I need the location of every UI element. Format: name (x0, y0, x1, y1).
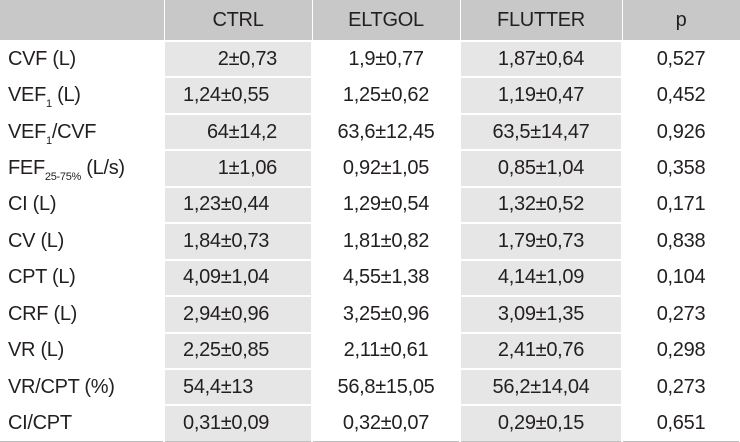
row-label-suffix: (L/s) (81, 157, 125, 180)
cell-flutter: 1,19±0,47 (460, 77, 622, 113)
cell-p: 0,452 (622, 77, 740, 113)
cell-flutter: 0,85±1,04 (460, 150, 622, 186)
row-label-subscript: 1 (46, 98, 52, 111)
cell-flutter: 2,41±0,76 (460, 333, 622, 369)
table-row (0, 333, 740, 369)
table-row (0, 369, 740, 405)
row-label (0, 296, 164, 332)
header-ctrl: CTRL (164, 0, 312, 41)
header-empty-cell (0, 0, 164, 41)
row-label-text: CI (L) (8, 193, 57, 216)
cell-eltgol: 2,11±0,61 (312, 333, 460, 369)
cell-flutter: 1,79±0,73 (460, 223, 622, 259)
row-label-text: VEF (8, 84, 46, 107)
table-row (0, 296, 740, 332)
row-label-text: CPT (L) (8, 266, 76, 289)
cell-eltgol: 0,92±1,05 (312, 150, 460, 186)
cell-eltgol: 1,9±0,77 (312, 41, 460, 77)
cell-eltgol: 1,29±0,54 (312, 187, 460, 223)
row-label-suffix: /CVF (51, 120, 97, 143)
table-row (0, 187, 740, 223)
row-label (0, 187, 164, 223)
cell-ctrl: 4,09±1,04 (164, 260, 312, 296)
row-label-text: CRF (L) (8, 302, 78, 325)
table-row (0, 260, 740, 296)
cell-eltgol: 0,32±0,07 (312, 405, 460, 441)
cell-eltgol: 3,25±0,96 (312, 296, 460, 332)
cell-ctrl: 1,84±0,73 (164, 223, 312, 259)
cell-p: 0,527 (622, 41, 740, 77)
cell-flutter: 0,29±0,15 (460, 405, 622, 441)
row-label-text: CV (L) (8, 229, 64, 252)
cell-flutter: 4,14±1,09 (460, 260, 622, 296)
cell-flutter: 63,5±14,47 (460, 114, 622, 150)
header-eltgol: ELTGOL (312, 0, 460, 41)
row-label (0, 114, 164, 150)
cell-p: 0,273 (622, 296, 740, 332)
table-body (0, 41, 740, 442)
table-row (0, 150, 740, 186)
row-label (0, 333, 164, 369)
row-label (0, 405, 164, 441)
row-label (0, 41, 164, 77)
cell-eltgol: 63,6±12,45 (312, 114, 460, 150)
row-label (0, 369, 164, 405)
cell-ctrl: 0,31±0,09 (164, 405, 312, 441)
cell-p: 0,838 (622, 223, 740, 259)
row-label (0, 260, 164, 296)
row-label (0, 77, 164, 113)
cell-ctrl: 2,25±0,85 (164, 333, 312, 369)
row-label-subscript: 25-75% (44, 171, 81, 184)
row-label-subscript: 1 (46, 134, 52, 147)
cell-eltgol: 1,25±0,62 (312, 77, 460, 113)
cell-ctrl: 1±1,06 (164, 150, 312, 186)
header-flutter: FLUTTER (460, 0, 622, 41)
row-label (0, 223, 164, 259)
cell-ctrl: 54,4±13 (164, 369, 312, 405)
table-row (0, 77, 740, 113)
row-label-text: FEF (8, 157, 45, 180)
cell-p: 0,273 (622, 369, 740, 405)
cell-ctrl: 1,23±0,44 (164, 187, 312, 223)
cell-eltgol: 4,55±1,38 (312, 260, 460, 296)
cell-flutter: 3,09±1,35 (460, 296, 622, 332)
cell-ctrl: 1,24±0,55 (164, 77, 312, 113)
row-label-text: CI/CPT (8, 412, 72, 435)
table-row (0, 114, 740, 150)
table-row (0, 223, 740, 259)
row-label-text: CVF (L) (8, 47, 76, 70)
cell-ctrl: 2,94±0,96 (164, 296, 312, 332)
cell-eltgol: 1,81±0,82 (312, 223, 460, 259)
row-label-text: VEF (8, 120, 46, 143)
row-label (0, 150, 164, 186)
row-label-suffix: (L) (51, 84, 81, 107)
cell-p: 0,171 (622, 187, 740, 223)
cell-p: 0,104 (622, 260, 740, 296)
cell-eltgol: 56,8±15,05 (312, 369, 460, 405)
row-label-text: VR (L) (8, 339, 64, 362)
cell-flutter: 56,2±14,04 (460, 369, 622, 405)
header-p: p (622, 0, 740, 41)
cell-p: 0,926 (622, 114, 740, 150)
cell-flutter: 1,32±0,52 (460, 187, 622, 223)
table-row (0, 41, 740, 77)
table-header-row (0, 0, 740, 41)
row-label-text: VR/CPT (%) (8, 375, 115, 398)
cell-p: 0,298 (622, 333, 740, 369)
cell-flutter: 1,87±0,64 (460, 41, 622, 77)
cell-ctrl: 2±0,73 (164, 41, 312, 77)
cell-p: 0,358 (622, 150, 740, 186)
cell-ctrl: 64±14,2 (164, 114, 312, 150)
cell-p: 0,651 (622, 405, 740, 441)
table-row (0, 405, 740, 441)
